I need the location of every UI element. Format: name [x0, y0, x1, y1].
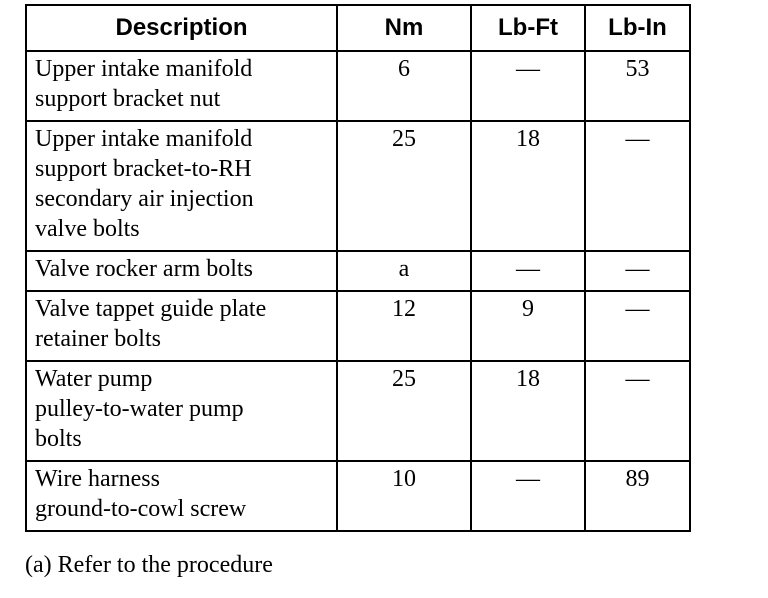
description-line: Valve tappet guide plate: [35, 296, 267, 322]
description-line: valve bolts: [35, 216, 140, 242]
description-line: Water pump: [35, 366, 153, 392]
description-line: Upper intake manifold: [35, 126, 253, 152]
header-nm: Nm: [337, 5, 471, 51]
lb-ft-cell: 18: [471, 361, 585, 461]
nm-cell: 25: [337, 361, 471, 461]
lb-ft-cell: 18: [471, 121, 585, 251]
nm-cell: a: [337, 251, 471, 291]
description-line: Valve rocker arm bolts: [35, 256, 253, 282]
description-line: secondary air injection: [35, 186, 254, 212]
description-line: support bracket nut: [35, 86, 221, 112]
table-row: [26, 361, 690, 461]
description-line: Wire harness: [35, 466, 160, 492]
table-row: [26, 251, 690, 291]
table-row: [26, 121, 690, 251]
header-description: Description: [26, 5, 337, 51]
description-cell: [26, 461, 337, 531]
lb-ft-cell: —: [471, 461, 585, 531]
description-cell: [26, 51, 337, 121]
description-cell: [26, 361, 337, 461]
lb-in-cell: —: [585, 291, 690, 361]
description-line: pulley-to-water pump: [35, 396, 244, 422]
lb-ft-cell: —: [471, 251, 585, 291]
lb-ft-cell: —: [471, 51, 585, 121]
nm-cell: 12: [337, 291, 471, 361]
footnote: (a) Refer to the procedure: [25, 552, 273, 578]
header-row: [26, 5, 690, 51]
description-line: ground-to-cowl screw: [35, 496, 247, 522]
description-line: Upper intake manifold: [35, 56, 253, 82]
nm-cell: 25: [337, 121, 471, 251]
table-row: [26, 291, 690, 361]
torque-spec-table: [25, 4, 691, 532]
nm-cell: 6: [337, 51, 471, 121]
lb-in-cell: 89: [585, 461, 690, 531]
description-line: retainer bolts: [35, 326, 161, 352]
lb-in-cell: —: [585, 361, 690, 461]
description-cell: [26, 291, 337, 361]
table-row: [26, 461, 690, 531]
lb-ft-cell: 9: [471, 291, 585, 361]
lb-in-cell: —: [585, 121, 690, 251]
description-line: support bracket-to-RH: [35, 156, 252, 182]
lb-in-cell: —: [585, 251, 690, 291]
header-lb-in: Lb-In: [585, 5, 690, 51]
table-row: [26, 51, 690, 121]
description-cell: [26, 121, 337, 251]
description-line: bolts: [35, 426, 82, 452]
description-cell: [26, 251, 337, 291]
nm-cell: 10: [337, 461, 471, 531]
header-lb-ft: Lb-Ft: [471, 5, 585, 51]
lb-in-cell: 53: [585, 51, 690, 121]
